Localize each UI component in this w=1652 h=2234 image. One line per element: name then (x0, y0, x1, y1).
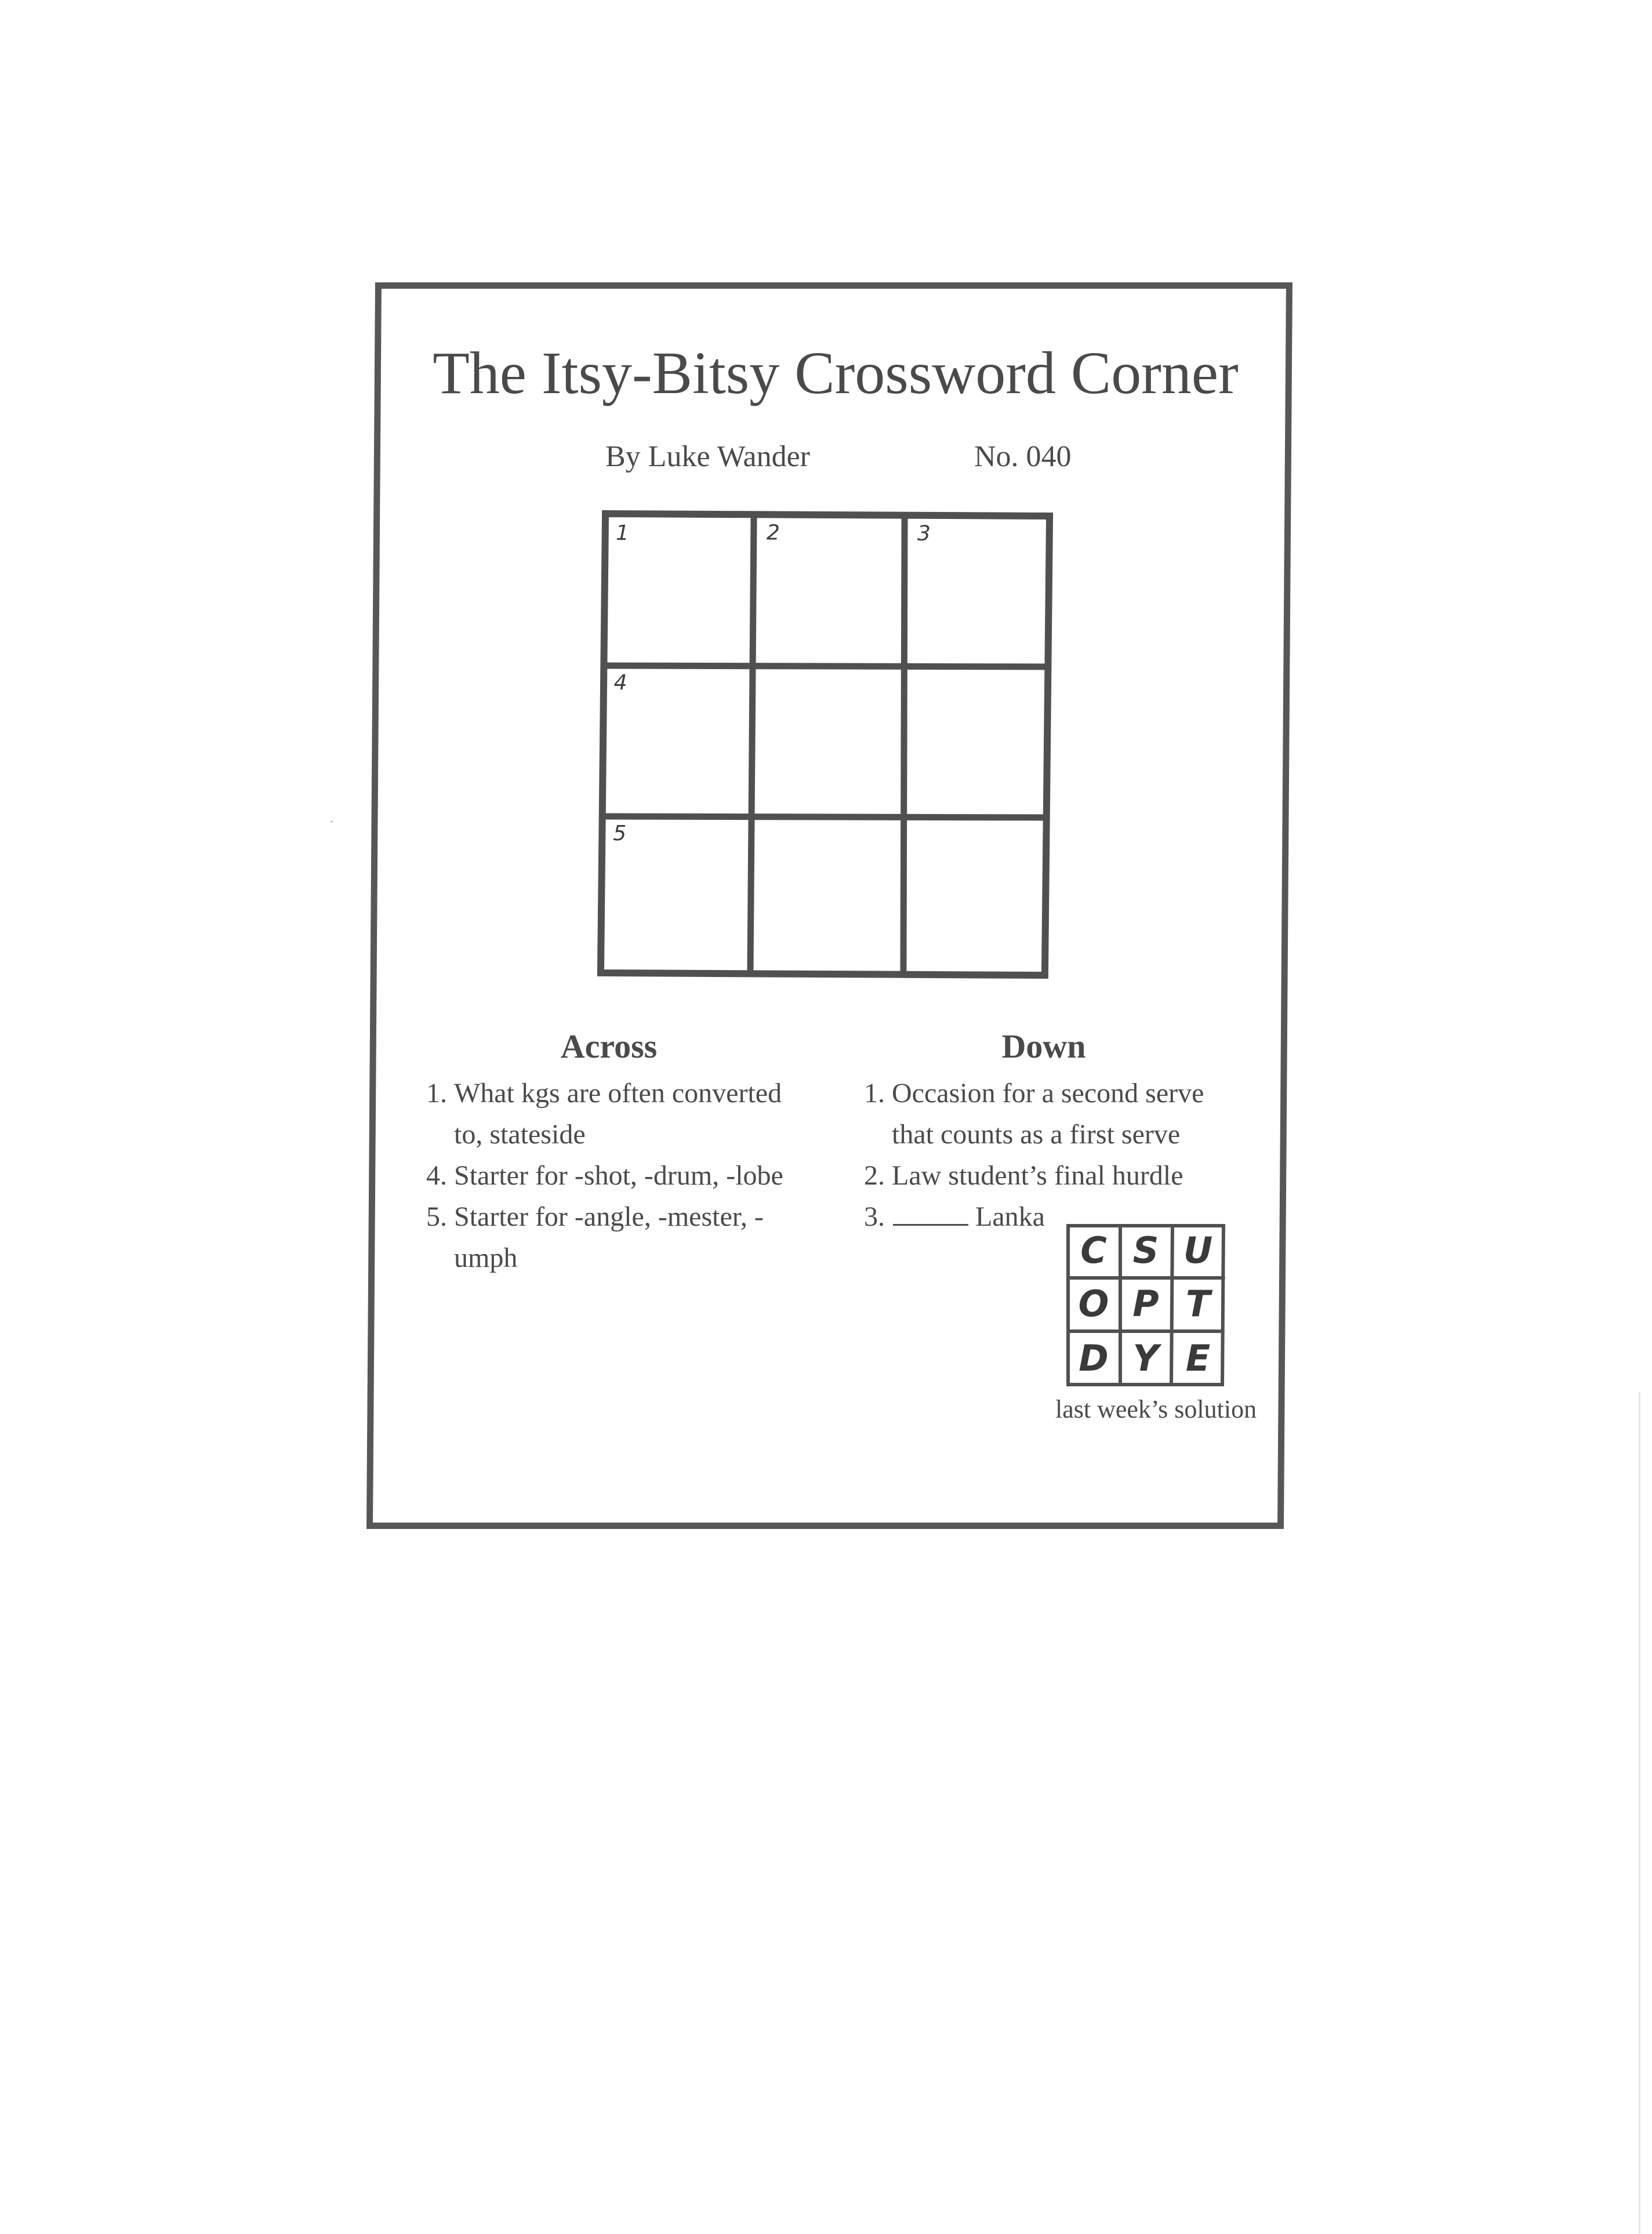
down-heading: Down (1001, 1027, 1086, 1065)
grid-cell-number: 4 (613, 671, 627, 695)
clue-text: What kgs are often converted to, stateside (454, 1078, 782, 1150)
solution-letter: C (1080, 1229, 1107, 1272)
clue-blank-line (893, 1198, 968, 1226)
clue-number: 2. (864, 1160, 885, 1191)
across-clue (426, 1155, 797, 1196)
clue-number: 3. (864, 1201, 885, 1232)
grid-hline-2 (602, 815, 1046, 819)
across-clue (426, 1073, 797, 1155)
crossword-grid (596, 509, 1056, 981)
solution-letter: U (1183, 1229, 1213, 1272)
clue-text: Starter for -angle, -mester, -umph (454, 1201, 764, 1273)
clue-text: Lanka (975, 1201, 1045, 1232)
solution-letter: T (1185, 1283, 1211, 1325)
across-clue (426, 1196, 797, 1278)
down-clue (864, 1155, 1223, 1196)
solution-letter: P (1132, 1283, 1159, 1325)
across-heading: Across (560, 1027, 658, 1065)
clue-number: 5. (426, 1201, 447, 1232)
across-clue-list (426, 1073, 797, 1278)
solution-letter: Y (1132, 1337, 1159, 1379)
scan-speck (331, 820, 333, 823)
solution-letter: E (1185, 1337, 1211, 1379)
grid-hline-1 (605, 664, 1048, 668)
clue-number: 1. (426, 1078, 447, 1109)
clue-number: 1. (864, 1078, 885, 1109)
grid-cell-number: 3 (917, 521, 931, 546)
grid-cell-number: 2 (766, 521, 780, 545)
scan-page-edge (1639, 1392, 1640, 2234)
solution-letter: O (1078, 1283, 1109, 1325)
grid-vline-2 (902, 515, 906, 975)
grid-vline-1 (750, 514, 754, 973)
clue-text: Law student’s final hurdle (892, 1160, 1183, 1191)
down-clue (864, 1073, 1223, 1155)
puzzle-title: The Itsy-Bitsy Crossword Corner (433, 340, 1239, 406)
solution-letter: S (1132, 1229, 1159, 1272)
grid-cell-number: 5 (613, 822, 627, 846)
solution-letter: D (1079, 1337, 1109, 1379)
clue-number: 4. (426, 1160, 447, 1191)
crossword-grid-lines (596, 509, 1056, 981)
clue-text: Starter for -shot, -drum, -lobe (454, 1160, 783, 1191)
puzzle-byline: By Luke Wander (605, 440, 810, 473)
clue-text: Occasion for a second serve that counts as a first serve (892, 1078, 1204, 1150)
last-week-solution-caption: last week’s solution (1055, 1395, 1257, 1423)
puzzle-number: No. 040 (974, 440, 1072, 473)
grid-outer-border (601, 514, 1050, 975)
grid-cell-number: 1 (615, 521, 629, 546)
down-clue-list (864, 1073, 1223, 1237)
last-week-solution-grid (1066, 1223, 1226, 1387)
